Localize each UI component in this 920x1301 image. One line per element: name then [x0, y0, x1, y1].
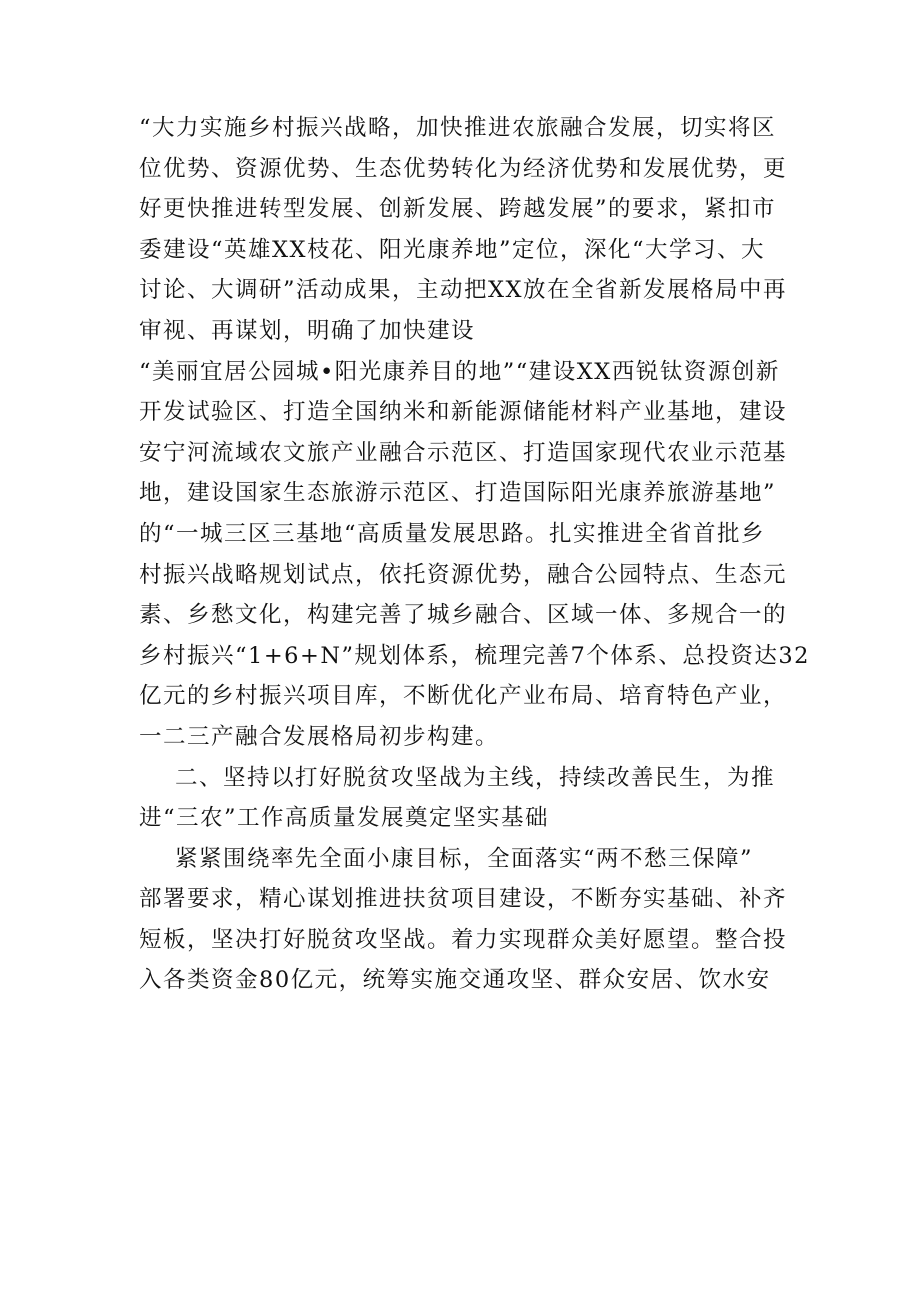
text-line: 位优势、资源优势、生态优势转化为经济优势和发展优势，更 [139, 155, 788, 182]
text-line: 一二三产融合发展格局初步构建。 [139, 723, 500, 750]
text-line: 的“一城三区三基地“高质量发展思路。扎实推进全省首批乡 [139, 520, 766, 547]
text-line: 素、乡愁文化，构建完善了城乡融合、区域一体、多规合一的 [139, 602, 788, 629]
document-body [139, 108, 810, 1001]
text-line: 入各类资金80亿元，统筹实施交通攻坚、群众安居、饮水安 [139, 967, 771, 994]
text-line: “美丽宜居公园城•阳光康养目的地”“建设XX西锐钛资源创新 [139, 358, 780, 385]
text-line: 讨论、大调研”活动成果，主动把XX放在全省新发展格局中再 [139, 277, 788, 304]
text-line: 开发试验区、打造全国纳米和新能源储能材料产业基地，建设 [139, 399, 788, 426]
section-heading-line: 二、坚持以打好脱贫攻坚战为主线，持续改善民生，为推 [175, 764, 776, 791]
text-line: 好更快推进转型发展、创新发展、跨越发展”的要求，紧扣市 [139, 196, 777, 223]
text-line: 部署要求，精心谋划推进扶贫项目建设，不断夯实基础、补齐 [139, 886, 788, 913]
text-line: 亿元的乡村振兴项目库，不断优化产业布局、培育特色产业， [139, 683, 788, 710]
text-line: 安宁河流域农文旅产业融合示范区、打造国家现代农业示范基 [139, 439, 788, 466]
text-line: 审视、再谋划，明确了加快建设 [139, 317, 476, 344]
text-line: 乡村振兴“1+6+N”规划体系，梳理完善7个体系、总投资达32 [139, 642, 810, 669]
text-line: “大力实施乡村振兴战略，加快推进农旅融合发展，切实将区 [139, 115, 777, 141]
text-line: 委建设“英雄XX枝花、阳光康养地”定位，深化“大学习、大 [139, 236, 766, 263]
text-line: 村振兴战略规划试点，依托资源优势，融合公园特点、生态元 [139, 561, 788, 588]
text-line: 紧紧围绕率先全面小康目标，全面落实“两不愁三保障” [175, 845, 754, 872]
section-heading-line: 进“三农”工作高质量发展奠定坚实基础 [139, 805, 550, 832]
text-line: 地，建设国家生态旅游示范区、打造国际阳光康养旅游基地” [139, 480, 777, 507]
text-line: 短板，坚决打好脱贫攻坚战。着力实现群众美好愿望。整合投 [139, 926, 788, 953]
